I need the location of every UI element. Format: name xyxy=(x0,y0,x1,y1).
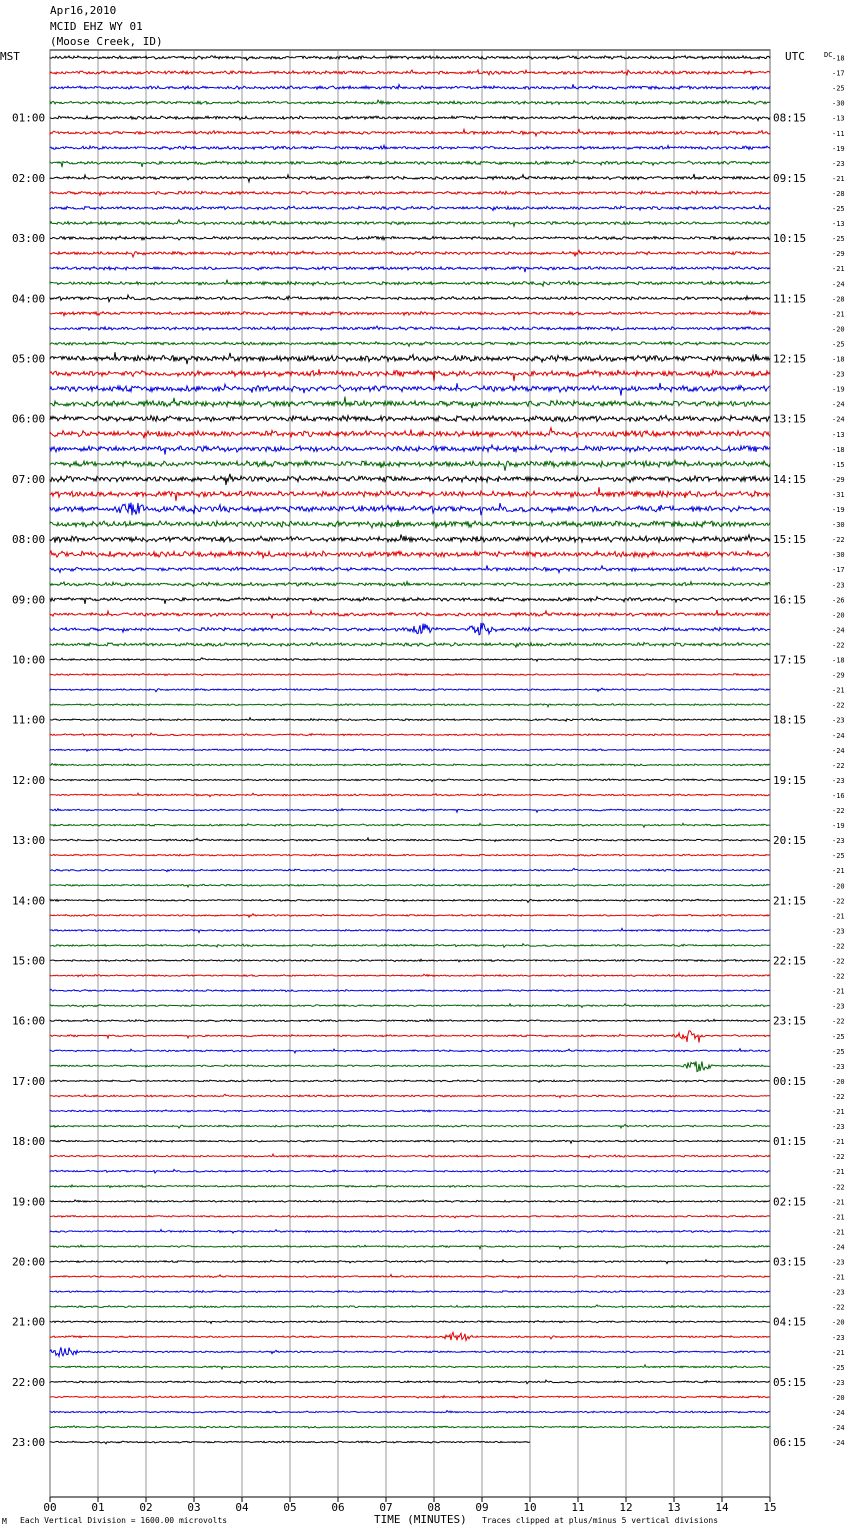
dc-offset-label: -19 xyxy=(832,822,845,831)
utc-hour-label: 20:15 xyxy=(773,834,807,848)
mst-hour-label: 13:00 xyxy=(12,834,46,848)
trace-line xyxy=(50,1125,770,1129)
trace-line xyxy=(50,944,770,948)
x-axis-title: TIME (MINUTES) xyxy=(374,1513,467,1526)
trace-line xyxy=(50,1291,770,1293)
x-tick-label: 05 xyxy=(283,1501,297,1514)
utc-hour-label: 01:15 xyxy=(773,1135,807,1149)
x-tick-label: 12 xyxy=(619,1501,633,1514)
trace-line xyxy=(50,838,770,842)
x-tick-label: 11 xyxy=(571,1501,585,1514)
trace-line xyxy=(50,1365,770,1369)
trace-line xyxy=(50,352,770,364)
trace-line xyxy=(50,688,770,692)
trace-line xyxy=(50,116,770,121)
utc-hour-label: 05:15 xyxy=(773,1375,807,1389)
corner-mark: M xyxy=(2,1517,7,1526)
dc-offset-label: -24 xyxy=(832,626,845,635)
dc-offset-label: -25 xyxy=(832,84,845,93)
trace-line xyxy=(50,899,770,902)
mst-hour-label: 21:00 xyxy=(12,1315,46,1329)
dc-offset-label: -22 xyxy=(832,1183,845,1192)
dc-offset-label: -29 xyxy=(832,250,845,259)
dc-offset-label: -20 xyxy=(832,1077,845,1086)
dc-offset-label: -19 xyxy=(832,506,845,514)
dc-offset-label: -23 xyxy=(832,1123,845,1132)
mst-hour-label: 08:00 xyxy=(12,533,46,547)
trace-line xyxy=(50,597,770,604)
x-tick-label: 00 xyxy=(43,1501,57,1514)
dc-offset-label: -22 xyxy=(832,1092,845,1101)
dc-offset-label: -17 xyxy=(832,566,845,575)
trace-line xyxy=(50,1305,770,1308)
trace-line xyxy=(50,520,770,528)
dc-offset-label: -21 xyxy=(832,1168,845,1177)
trace-line xyxy=(50,718,770,722)
trace-line xyxy=(50,383,770,396)
trace-line xyxy=(50,658,770,662)
mst-hour-label: 10:00 xyxy=(12,653,46,667)
dc-offset-label: -24 xyxy=(832,280,845,289)
dc-offset-label: -22 xyxy=(832,761,845,770)
mst-hour-label: 19:00 xyxy=(12,1195,46,1209)
dc-offset-label: -21 xyxy=(832,1198,845,1207)
dc-offset-label: -18 xyxy=(832,656,845,665)
mst-hour-label: 18:00 xyxy=(12,1135,46,1149)
dc-offset-label: -24 xyxy=(832,1409,845,1417)
dc-offset-label: -21 xyxy=(832,1108,845,1116)
dc-offset-label: -21 xyxy=(832,265,845,274)
dc-offset-label: -19 xyxy=(832,385,845,394)
utc-hour-label: 23:15 xyxy=(773,1014,807,1028)
seismic-traces xyxy=(50,56,770,1444)
dc-offset-label: -22 xyxy=(832,1017,845,1026)
dc-offset-label: -22 xyxy=(832,536,845,545)
dc-offset-label: -22 xyxy=(832,807,845,815)
dc-offset-label: -30 xyxy=(832,521,845,530)
dc-offset-label: -21 xyxy=(832,174,845,183)
trace-line xyxy=(50,1080,770,1082)
dc-offset-label: -20 xyxy=(832,1318,845,1327)
trace-line xyxy=(50,823,770,827)
trace-line xyxy=(50,974,770,976)
trace-line xyxy=(50,1215,770,1218)
dc-offset-label: -28 xyxy=(832,189,845,198)
trace-line xyxy=(50,70,770,75)
dc-offset-label: -24 xyxy=(832,746,845,755)
trace-line xyxy=(50,487,770,501)
utc-hour-label: 06:15 xyxy=(773,1436,807,1450)
trace-line xyxy=(50,267,770,273)
dc-offset-label: -18 xyxy=(832,445,845,454)
dc-offset-label: -22 xyxy=(832,957,845,966)
dc-offset-label: -25 xyxy=(832,235,845,244)
trace-line xyxy=(50,1230,770,1234)
utc-hour-label: 22:15 xyxy=(773,954,807,968)
dc-offset-label: -23 xyxy=(832,1288,845,1297)
trace-line xyxy=(50,959,770,962)
trace-line xyxy=(50,989,770,991)
mst-hour-label: 06:00 xyxy=(12,412,46,426)
trace-line xyxy=(50,129,770,136)
trace-line xyxy=(50,428,770,439)
time-axis xyxy=(43,1497,776,1514)
dc-offset-label: -26 xyxy=(832,596,845,605)
station-location: (Moose Creek, ID) xyxy=(50,35,163,48)
dc-offset-label: -24 xyxy=(832,400,845,409)
dc-offset-label: -21 xyxy=(832,1273,845,1282)
trace-line xyxy=(50,1274,770,1278)
dc-offset-label: -21 xyxy=(832,912,845,921)
dc-offset-label: -20 xyxy=(832,1393,845,1402)
trace-line xyxy=(50,100,770,104)
utc-hour-label: 10:15 xyxy=(773,232,807,246)
utc-hour-label: 16:15 xyxy=(773,593,807,607)
trace-line xyxy=(50,551,770,558)
dc-offset-label: -17 xyxy=(832,69,845,78)
utc-hour-label: 11:15 xyxy=(773,292,807,306)
mst-hour-label: 01:00 xyxy=(12,111,46,125)
utc-hour-label: 17:15 xyxy=(773,653,807,667)
dc-offset-label: -23 xyxy=(832,159,845,168)
dc-offset-label: -11 xyxy=(832,129,845,138)
mst-hour-label: 20:00 xyxy=(12,1255,46,1269)
utc-hour-label: 09:15 xyxy=(773,171,807,185)
trace-line xyxy=(50,369,770,381)
mst-hour-label: 23:00 xyxy=(12,1436,46,1450)
dc-offset-label: -15 xyxy=(832,460,845,469)
trace-line xyxy=(50,582,770,587)
trace-line xyxy=(50,854,770,856)
trace-line xyxy=(50,623,770,635)
trace-line xyxy=(50,1321,770,1324)
trace-line xyxy=(50,250,770,257)
dc-offset-label: -22 xyxy=(832,1153,845,1162)
dc-offset-label: -29 xyxy=(832,671,845,680)
dc-offset-label: -22 xyxy=(832,701,845,710)
trace-line xyxy=(50,326,770,331)
mst-hour-label: 07:00 xyxy=(12,472,46,486)
dc-offset-label: -25 xyxy=(832,1047,845,1056)
utc-hour-label: 04:15 xyxy=(773,1315,807,1329)
mst-hour-label: 04:00 xyxy=(12,292,46,306)
trace-line xyxy=(50,1004,770,1008)
dc-offset-label: -13 xyxy=(832,114,845,123)
dc-header: DC xyxy=(824,51,833,59)
trace-line xyxy=(50,191,770,195)
dc-offset-label: -30 xyxy=(832,99,845,108)
x-tick-label: 04 xyxy=(235,1501,249,1514)
trace-line xyxy=(50,342,770,347)
mst-hour-label: 03:00 xyxy=(12,232,46,246)
utc-hour-label: 08:15 xyxy=(773,111,807,125)
utc-hour-label: 12:15 xyxy=(773,352,807,366)
utc-hour-label: 13:15 xyxy=(773,412,807,426)
vertical-scale-note: Each Vertical Division = 1600.00 microvolts xyxy=(20,1516,228,1525)
mst-hour-label: 17:00 xyxy=(12,1074,46,1088)
left-timezone-label: MST xyxy=(0,50,20,63)
dc-offset-label: -16 xyxy=(832,791,845,800)
dc-offset-label: -29 xyxy=(832,475,845,484)
trace-line xyxy=(50,56,770,61)
dc-offset-label: -24 xyxy=(832,1424,845,1433)
dc-offset-label: -24 xyxy=(832,415,845,424)
trace-line xyxy=(50,1380,770,1384)
x-tick-label: 09 xyxy=(475,1501,489,1514)
trace-line xyxy=(50,445,770,454)
dc-offset-label: -23 xyxy=(832,716,845,725)
trace-line xyxy=(50,311,770,316)
trace-line xyxy=(50,474,770,485)
trace-line xyxy=(50,809,770,813)
x-tick-label: 14 xyxy=(715,1501,729,1514)
dc-offset-label: -24 xyxy=(832,1243,845,1252)
station-code: MCID EHZ WY 01 xyxy=(50,20,143,33)
x-tick-label: 07 xyxy=(379,1501,393,1514)
utc-hour-label: 19:15 xyxy=(773,773,807,787)
dc-offset-label: -22 xyxy=(832,972,845,981)
dc-offset-label: -13 xyxy=(832,430,845,439)
dc-offset-label: -18 xyxy=(832,355,845,364)
trace-line xyxy=(50,643,770,648)
dc-offset-label: -20 xyxy=(832,325,845,334)
dc-offset-label: -23 xyxy=(832,1062,845,1071)
trace-line xyxy=(50,1110,770,1112)
dc-offset-label: -21 xyxy=(832,987,845,996)
dc-offset-label: -31 xyxy=(832,490,845,499)
dc-offset-label: -22 xyxy=(832,942,845,951)
dc-offset-label: -23 xyxy=(832,581,845,590)
dc-offset-label: -22 xyxy=(832,897,845,906)
clipping-note: Traces clipped at plus/minus 5 vertical divisions xyxy=(482,1516,719,1525)
dc-offset-label: -21 xyxy=(832,867,845,876)
mst-hour-label: 16:00 xyxy=(12,1014,46,1028)
trace-line xyxy=(50,733,770,737)
x-tick-label: 13 xyxy=(667,1501,681,1514)
utc-hour-label: 18:15 xyxy=(773,713,807,727)
x-tick-label: 15 xyxy=(763,1501,777,1514)
trace-line xyxy=(50,1019,770,1021)
x-tick-label: 03 xyxy=(187,1501,201,1514)
trace-line xyxy=(50,280,770,286)
dc-offset-label: -24 xyxy=(832,731,845,740)
dc-offset-label: -18 xyxy=(832,54,845,63)
x-tick-label: 02 xyxy=(139,1501,153,1514)
mst-hour-label: 05:00 xyxy=(12,352,46,366)
trace-line xyxy=(50,1260,770,1264)
dc-offset-label: -23 xyxy=(832,837,845,846)
mst-hour-label: 11:00 xyxy=(12,713,46,727)
trace-line xyxy=(50,749,770,751)
trace-line xyxy=(50,1332,770,1340)
x-tick-label: 06 xyxy=(331,1501,345,1514)
plot-date: Apr16,2010 xyxy=(50,4,117,17)
dc-offset-label: -21 xyxy=(832,310,845,319)
trace-line xyxy=(50,397,770,409)
dc-offset-label: -25 xyxy=(832,205,845,213)
trace-line xyxy=(50,673,770,675)
trace-line xyxy=(50,1094,770,1098)
trace-line xyxy=(50,1426,770,1428)
dc-offset-label: -25 xyxy=(832,340,845,349)
trace-line xyxy=(50,145,770,149)
trace-line xyxy=(50,610,770,619)
trace-line xyxy=(50,1031,770,1043)
trace-line xyxy=(50,503,770,516)
utc-hour-label: 00:15 xyxy=(773,1074,807,1088)
trace-line xyxy=(50,174,770,182)
trace-line xyxy=(50,416,770,422)
dc-offset-label: -21 xyxy=(832,1213,845,1222)
trace-line xyxy=(50,1154,770,1158)
trace-line xyxy=(50,884,770,887)
dc-offset-label: -28 xyxy=(832,295,845,304)
trace-line xyxy=(50,1185,770,1188)
dc-offset-label: -23 xyxy=(832,1378,845,1387)
x-tick-label: 01 xyxy=(91,1501,105,1514)
dc-offset-label: -30 xyxy=(832,551,845,560)
mst-hour-label: 09:00 xyxy=(12,593,46,607)
trace-line xyxy=(50,1140,770,1143)
dc-offset-label: -23 xyxy=(832,1333,845,1342)
mst-hour-label: 15:00 xyxy=(12,954,46,968)
dc-offset-column xyxy=(824,51,845,1447)
dc-offset-label: -20 xyxy=(832,611,845,620)
trace-line xyxy=(50,868,770,871)
dc-offset-label: -23 xyxy=(832,927,845,936)
dc-offset-label: -21 xyxy=(832,1348,845,1357)
mst-hour-label: 12:00 xyxy=(12,773,46,787)
trace-line xyxy=(50,914,770,917)
trace-line xyxy=(50,84,770,89)
x-tick-label: 10 xyxy=(523,1501,537,1514)
dc-offset-label: -13 xyxy=(832,220,845,229)
dc-offset-label: -19 xyxy=(832,144,845,153)
dc-offset-label: -21 xyxy=(832,686,845,695)
trace-line xyxy=(50,779,770,782)
utc-hour-label: 03:15 xyxy=(773,1255,807,1269)
trace-line xyxy=(50,1049,770,1053)
trace-line xyxy=(50,928,770,932)
dc-offset-label: -23 xyxy=(832,1258,845,1267)
trace-line xyxy=(50,1061,770,1071)
dc-offset-label: -23 xyxy=(832,1002,845,1011)
trace-line xyxy=(50,1411,770,1413)
trace-line xyxy=(50,206,770,211)
right-timezone-label: UTC xyxy=(785,50,805,63)
trace-line xyxy=(50,236,770,240)
dc-offset-label: -23 xyxy=(832,370,845,379)
trace-line xyxy=(50,160,770,167)
dc-offset-label: -23 xyxy=(832,776,845,785)
utc-hour-label: 15:15 xyxy=(773,533,807,547)
utc-hour-label: 14:15 xyxy=(773,472,807,486)
dc-offset-label: -25 xyxy=(832,1032,845,1041)
trace-line xyxy=(50,460,770,471)
dc-offset-label: -21 xyxy=(832,1228,845,1237)
mst-hour-label: 02:00 xyxy=(12,171,46,185)
mst-hour-label: 14:00 xyxy=(12,894,46,908)
trace-line xyxy=(50,1347,770,1356)
utc-hour-label: 21:15 xyxy=(773,894,807,908)
trace-line xyxy=(50,793,770,797)
dc-offset-label: -22 xyxy=(832,1303,845,1312)
trace-line xyxy=(50,764,770,767)
dc-offset-label: -25 xyxy=(832,1363,845,1372)
dc-offset-label: -21 xyxy=(832,1138,845,1147)
trace-line xyxy=(50,704,770,707)
dc-offset-label: -22 xyxy=(832,641,845,650)
dc-offset-label: -24 xyxy=(832,1439,845,1448)
dc-offset-label: -20 xyxy=(832,882,845,891)
trace-line xyxy=(50,1245,770,1249)
trace-line xyxy=(50,1169,770,1173)
x-tick-label: 08 xyxy=(427,1501,441,1514)
dc-offset-label: -25 xyxy=(832,852,845,861)
trace-line xyxy=(50,535,770,543)
trace-line xyxy=(50,1396,770,1399)
trace-line xyxy=(50,1200,770,1203)
utc-hour-label: 02:15 xyxy=(773,1195,807,1209)
trace-line xyxy=(50,220,770,226)
trace-line xyxy=(50,295,770,302)
trace-line xyxy=(50,565,770,572)
mst-hour-label: 22:00 xyxy=(12,1375,46,1389)
